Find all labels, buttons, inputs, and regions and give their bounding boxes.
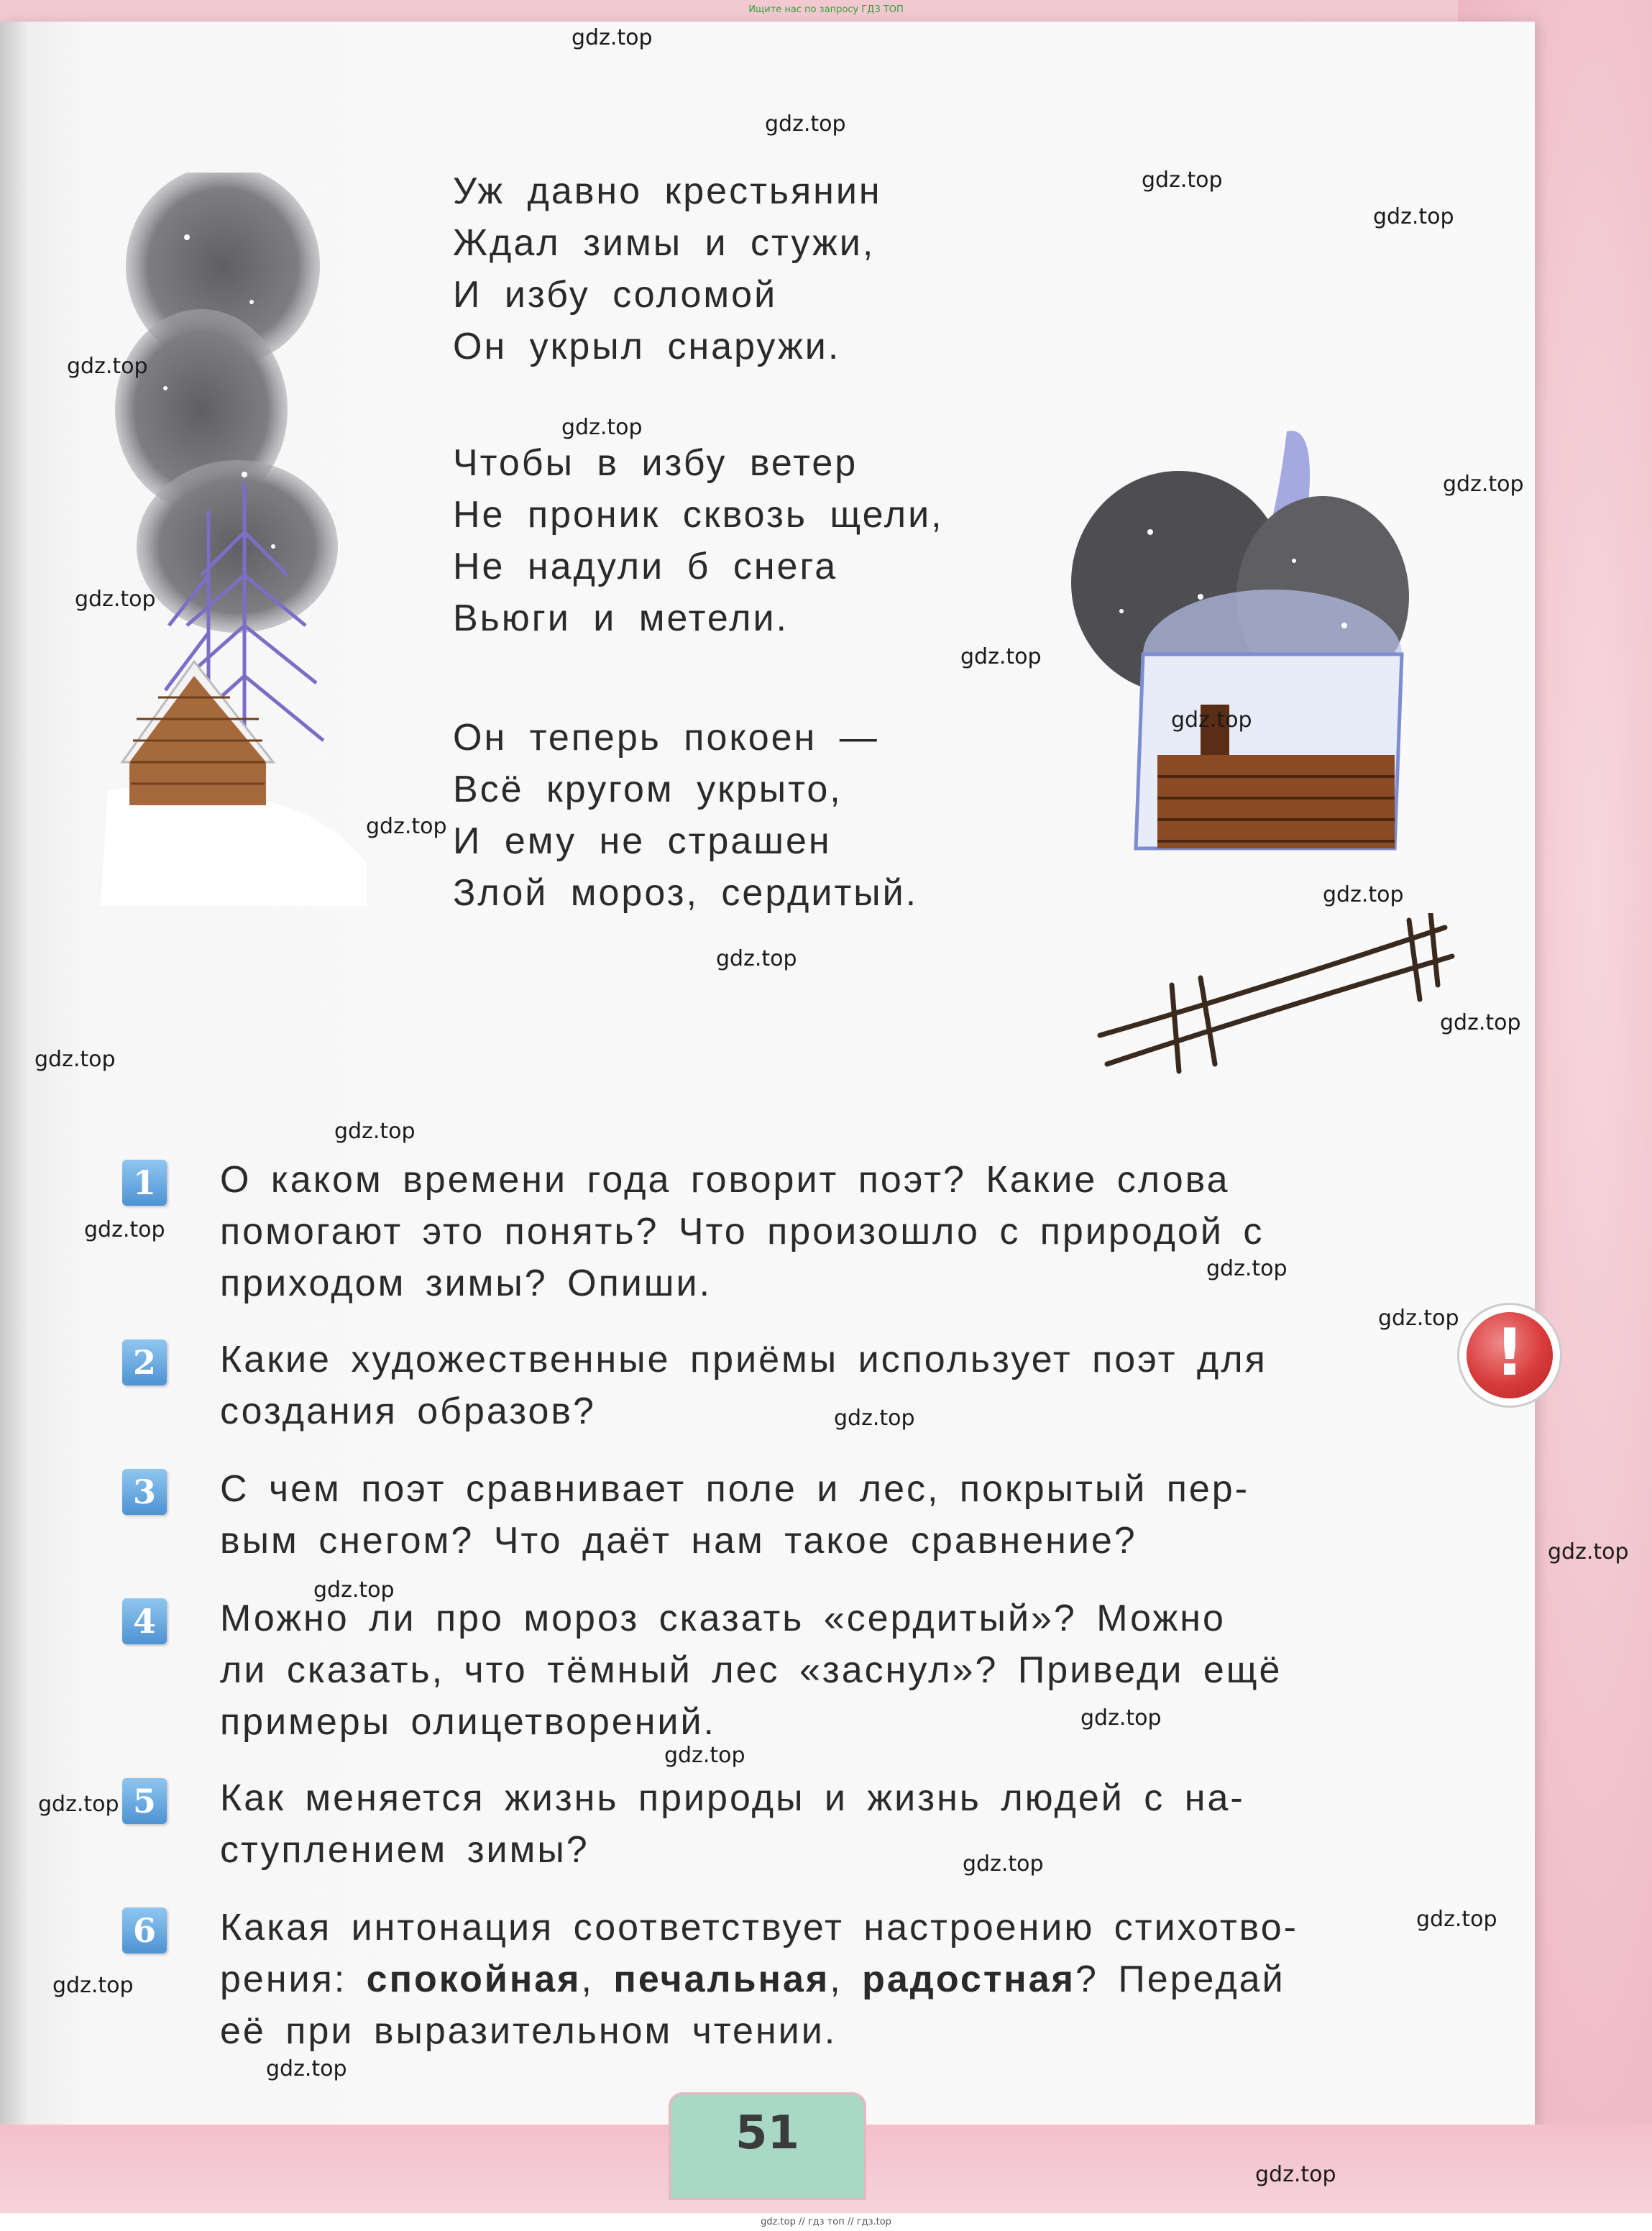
question-line-start: рения: (220, 1959, 367, 2000)
watermark: gdz.top (84, 1217, 165, 1242)
question-text (220, 1334, 1413, 1437)
poem-line: Не надули б снега (453, 546, 838, 587)
poem-line: Вьюги и метели. (453, 597, 789, 639)
question-line: Как меняется жизнь природы и жизнь людей с на- (220, 1777, 1245, 1819)
watermark: gdz.top (963, 1851, 1044, 1877)
watermark: gdz.top (834, 1406, 915, 1431)
watermark: gdz.top (67, 354, 148, 379)
question-number-badge: 2 (122, 1339, 167, 1385)
separator: , (581, 1959, 614, 2000)
footer-note: gdz.top // гдз топ // гдз.top (0, 2213, 1652, 2231)
question-line: приходом зимы? Опиши. (220, 1263, 712, 1304)
watermark: gdz.top (1443, 472, 1524, 497)
poem-line: Он укрыл снаружи. (453, 326, 841, 367)
separator: , (830, 1959, 863, 2000)
watermark: gdz.top (266, 2056, 347, 2081)
question-line: С чем поэт сравнивает поле и лес, покрытый пер- (220, 1468, 1250, 1510)
watermark: gdz.top (75, 587, 156, 612)
watermark: gdz.top (1416, 1907, 1497, 1932)
alert-icon (1467, 1312, 1553, 1398)
poem-line: Ждал зимы и стужи, (453, 222, 876, 264)
question-text (220, 1593, 1413, 1748)
poem-line: Чтобы в избу ветер (453, 442, 858, 484)
poem-line: Он теперь покоен — (453, 717, 879, 759)
watermark: gdz.top (1206, 1256, 1288, 1281)
question-line: Какие художественные приёмы использует поэт для (220, 1339, 1267, 1380)
question-line: вым снегом? Что даёт нам такое сравнение? (220, 1520, 1137, 1562)
watermark: gdz.top (765, 111, 846, 137)
poem-line: И избу соломой (453, 274, 778, 316)
watermark: gdz.top (1323, 882, 1404, 907)
question-line: О каком времени года говорит поэт? Какие слова (220, 1159, 1230, 1201)
watermark: gdz.top (38, 1792, 119, 1817)
watermark: gdz.top (1548, 1539, 1629, 1565)
watermark: gdz.top (1378, 1306, 1459, 1331)
watermark: gdz.top (561, 415, 643, 440)
question-line: её при выразительном чтении. (220, 2010, 838, 2052)
question-line: примеры олицетворений. (220, 1701, 716, 1743)
watermark: gdz.top (52, 1973, 134, 1998)
question-line-end: ? Передай (1075, 1959, 1285, 2000)
question-line (220, 1953, 1413, 2005)
intonation-option-sad: печальная (613, 1959, 830, 2000)
watermark: gdz.top (664, 1743, 745, 1768)
tree-illustration (101, 173, 374, 906)
question-number-badge: 4 (122, 1598, 167, 1644)
poem-line: Уж давно крестьянин (453, 170, 882, 212)
question-text (220, 1463, 1413, 1567)
poem-line: И ему не страшен (453, 820, 832, 862)
question-line: помогают это понять? Что произошло с природой с (220, 1211, 1265, 1252)
poem-stanza-2 (453, 437, 944, 644)
watermark: gdz.top (35, 1047, 116, 1072)
poem-stanza-3 (453, 712, 918, 919)
watermark: gdz.top (1080, 1705, 1162, 1731)
watermark: gdz.top (960, 644, 1042, 669)
poem-line: Злой мороз, сердитый. (453, 872, 919, 914)
watermark: gdz.top (1142, 168, 1223, 193)
watermark: gdz.top (572, 25, 653, 50)
intonation-option-calm: спокойная (366, 1959, 582, 2000)
question-number-badge: 6 (122, 1907, 167, 1953)
exclamation-mark: ! (1495, 1315, 1525, 1391)
question-line: ступлением зимы? (220, 1829, 589, 1871)
question-text (220, 1154, 1413, 1309)
watermark: gdz.top (1255, 2162, 1336, 2187)
question-text (220, 1902, 1413, 2057)
watermark: gdz.top (366, 814, 447, 839)
watermark: gdz.top (1171, 707, 1252, 733)
header-note: Ищите нас по запросу ГДЗ ТОП (748, 4, 904, 15)
hut-illustration (1057, 417, 1438, 884)
question-line: Можно ли про мороз сказать «сердитый»? Можно (220, 1598, 1226, 1639)
page-number: 51 (735, 2107, 800, 2160)
poem-line: Всё кругом укрыто, (453, 769, 843, 810)
watermark: gdz.top (334, 1119, 416, 1144)
intonation-option-joyful: радостная (862, 1959, 1075, 2000)
poem-stanza-1 (453, 165, 882, 372)
question-line: ли сказать, что тёмный лес «заснул»? Приведи ещё (220, 1649, 1282, 1691)
poem-line: Не проник сквозь щели, (453, 494, 944, 536)
watermark: gdz.top (1440, 1010, 1521, 1035)
watermark: gdz.top (313, 1577, 395, 1603)
question-line: создания образов? (220, 1391, 596, 1432)
question-number-badge: 1 (122, 1160, 167, 1206)
watermark: gdz.top (716, 946, 797, 971)
question-number-badge: 5 (122, 1778, 167, 1824)
question-line: Какая интонация соответствует настроению стихотво- (220, 1907, 1298, 1948)
watermark: gdz.top (1373, 204, 1454, 229)
question-number-badge: 3 (122, 1469, 167, 1515)
fence-illustration (1093, 913, 1467, 1078)
question-text (220, 1772, 1413, 1876)
